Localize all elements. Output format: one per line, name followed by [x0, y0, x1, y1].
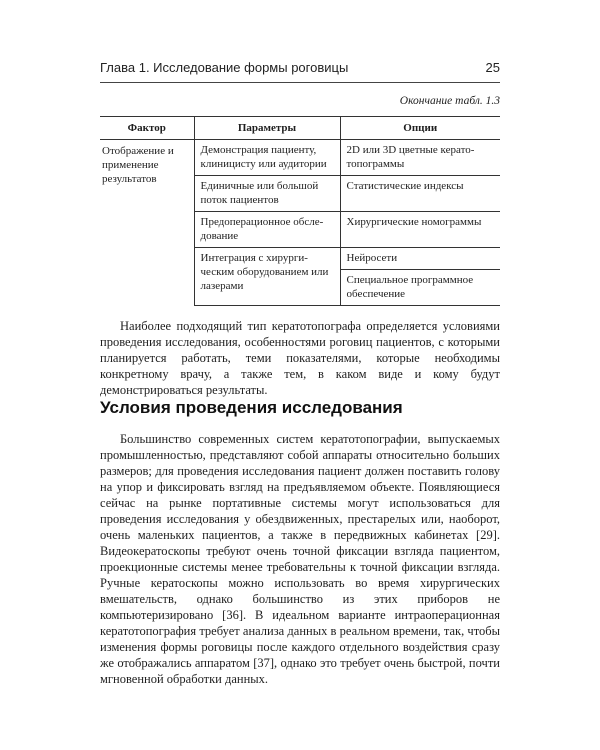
option-cell: Нейросети [340, 248, 500, 270]
running-header [100, 60, 500, 80]
param-cell: Единичные или большой поток пациентов [194, 176, 340, 212]
table-header-row [100, 117, 500, 140]
option-cell: 2D или 3D цветные кератотопограммы [340, 140, 500, 176]
chapter-title: Глава 1. Исследование формы роговицы [100, 60, 349, 75]
page-number: 25 [485, 60, 500, 75]
column-header-factor: Фактор [100, 117, 194, 140]
factor-cell: Отображение и применение результатов [102, 145, 174, 185]
body-paragraph: Большинство современных систем кератотопографии, выпускаемых промышленностью, представляют собой аппараты относительно больших размеров; для проведения исследования пациент должен поставить голову на упор и фиксировать взгляд на предъявляемом объекте. Появляющиеся сейчас на рынке портативные системы могут использоваться для проведения исследования у обездвиженных, престарелых или, наоборот, очень маленьких пациентов, а также в передвижных кабинетах [29]. Видеокератоскопы требуют очень точной фиксации взгляда пациентом, проекционные системы менее требовательны к точной фиксации взгляда. Ручные кератоскопы можно использовать во время хирургических вмешательств, однако большинство из этих приборов не компьютеризировано [36]. В идеальном варианте интраоперационная кератотопография требует анализа данных в реальном времени, так, чтобы изменения формы роговицы после каждого отдельного воздействия сразу же отображались аппаратом [37], однако это требует очень быстрой, почти мгновенной обработки данных. [100, 432, 500, 686]
column-header-params: Параметры [194, 117, 340, 140]
option-cell: Хирургические номограммы [340, 212, 500, 248]
param-cell: Демонстрация пациенту, клиницисту или аудитории [194, 140, 340, 176]
param-cell: Интеграция с хирургическим оборудованием или лазерами [194, 248, 340, 306]
param-cell: Предоперационное обследование [194, 212, 340, 248]
section-heading: Условия проведения исследования [100, 398, 403, 417]
option-cell: Специальное программное обеспечение [340, 270, 500, 306]
table-row [100, 140, 500, 176]
option-cell: Статистические индексы [340, 176, 500, 212]
body-paragraph: Наиболее подходящий тип кератотопографа определяется условиями проведения исследования, особенностями роговиц пациентов, с которыми планируется работать, теми показателями, которые необходимы конкретному врачу, а также тем, в каком виде и кому будут демонстрироваться результаты. [100, 319, 500, 397]
options-table [100, 116, 500, 306]
header-divider [100, 82, 500, 83]
column-header-options: Опции [340, 117, 500, 140]
table-caption: Окончание табл. 1.3 [399, 95, 500, 107]
